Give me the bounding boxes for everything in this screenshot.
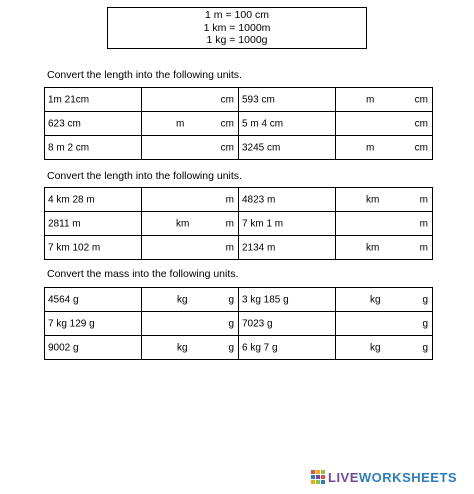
question-cell [239, 136, 336, 160]
brand-name [328, 470, 457, 485]
unit-label-1: m [366, 142, 375, 153]
unit-label-1: kg [177, 294, 188, 305]
question-value: 9002 g [48, 342, 79, 353]
table-row [45, 336, 433, 360]
unit-label-2: m [225, 218, 234, 229]
question-value: 6 kg 7 g [242, 342, 278, 353]
unit-label-2: g [422, 294, 428, 305]
unit-label-2: m [225, 242, 234, 253]
table-row [45, 312, 433, 336]
question-cell [45, 312, 142, 336]
unit-label-2: g [228, 294, 234, 305]
unit-label-1: m [366, 94, 375, 105]
unit-label-1: kg [370, 342, 381, 353]
unit-label-2: g [228, 342, 234, 353]
question-value: 3245 cm [242, 142, 281, 153]
question-value: 3 kg 185 g [242, 294, 289, 305]
answer-cell[interactable] [142, 188, 239, 212]
unit-label-2: cm [220, 94, 234, 105]
conversion-table [44, 287, 433, 360]
question-cell [45, 88, 142, 112]
question-cell [45, 288, 142, 312]
question-value: 4823 m [242, 194, 276, 205]
answer-cell[interactable] [336, 236, 433, 260]
unit-label-2: cm [414, 94, 428, 105]
table-row [45, 88, 433, 112]
unit-label-1: kg [370, 294, 381, 305]
question-value: 2811 m [48, 218, 81, 229]
reference-line: 1 kg = 1000g [206, 34, 268, 47]
answer-cell[interactable] [336, 212, 433, 236]
reference-line: 1 m = 100 cm [205, 9, 269, 22]
unit-label-2: g [422, 318, 428, 329]
brand-name-part1: LIVE [328, 469, 359, 485]
section-heading: Convert the mass into the following units. [47, 268, 239, 280]
question-cell [45, 188, 142, 212]
unit-label-2: m [225, 194, 234, 205]
unit-label-1: km [366, 242, 380, 253]
table-row [45, 188, 433, 212]
answer-cell[interactable] [142, 136, 239, 160]
unit-label-2: m [419, 242, 428, 253]
unit-label-2: cm [414, 142, 428, 153]
question-value: 7 kg 129 g [48, 318, 95, 329]
question-cell [45, 136, 142, 160]
liveworksheets-logo [311, 470, 457, 484]
question-cell [239, 236, 336, 260]
unit-label-1: m [176, 118, 185, 129]
question-value: 4564 g [48, 294, 79, 305]
question-cell [45, 336, 142, 360]
question-value: 593 cm [242, 94, 275, 105]
unit-label-1: km [176, 218, 190, 229]
conversion-table [44, 187, 433, 260]
unit-label-1: km [366, 194, 380, 205]
unit-label-2: cm [414, 118, 428, 129]
conversion-reference-box [107, 7, 367, 49]
answer-cell[interactable] [142, 212, 239, 236]
question-cell [239, 112, 336, 136]
question-value: 2134 m [242, 242, 276, 253]
answer-cell[interactable] [142, 88, 239, 112]
question-value: 7023 g [242, 318, 273, 329]
question-cell [239, 288, 336, 312]
unit-label-2: m [419, 194, 428, 205]
question-value: 7 km 102 m [48, 242, 101, 253]
table-row [45, 136, 433, 160]
question-cell [239, 88, 336, 112]
section-heading: Convert the length into the following units. [47, 170, 242, 182]
answer-cell[interactable] [336, 136, 433, 160]
answer-cell[interactable] [336, 112, 433, 136]
section-heading: Convert the length into the following units. [47, 69, 242, 81]
question-value: 5 m 4 cm [242, 118, 284, 129]
brand-name-part2: WORKSHEETS [358, 469, 458, 485]
question-cell [239, 312, 336, 336]
answer-cell[interactable] [336, 88, 433, 112]
unit-label-2: g [422, 342, 428, 353]
question-cell [45, 236, 142, 260]
conversion-table [44, 87, 433, 160]
question-value: 1m 21cm [48, 94, 90, 105]
answer-cell[interactable] [142, 236, 239, 260]
unit-label-1: kg [177, 342, 188, 353]
unit-label-2: m [419, 218, 428, 229]
answer-cell[interactable] [336, 288, 433, 312]
table-row [45, 112, 433, 136]
answer-cell[interactable] [142, 112, 239, 136]
answer-cell[interactable] [336, 336, 433, 360]
logo-grid-icon [311, 470, 325, 484]
question-value: 623 cm [48, 118, 81, 129]
unit-label-2: cm [220, 118, 234, 129]
unit-label-2: g [228, 318, 234, 329]
question-value: 7 km 1 m [242, 218, 284, 229]
unit-label-2: cm [220, 142, 234, 153]
question-value: 4 km 28 m [48, 194, 95, 205]
question-cell [45, 112, 142, 136]
question-value: 8 m 2 cm [48, 142, 90, 153]
reference-line: 1 km = 1000m [203, 21, 271, 34]
question-cell [45, 212, 142, 236]
answer-cell[interactable] [142, 336, 239, 360]
table-row [45, 236, 433, 260]
answer-cell[interactable] [336, 188, 433, 212]
table-row [45, 212, 433, 236]
question-cell [239, 336, 336, 360]
answer-cell[interactable] [142, 312, 239, 336]
answer-cell[interactable] [336, 312, 433, 336]
question-cell [239, 212, 336, 236]
answer-cell[interactable] [142, 288, 239, 312]
question-cell [239, 188, 336, 212]
table-row [45, 288, 433, 312]
